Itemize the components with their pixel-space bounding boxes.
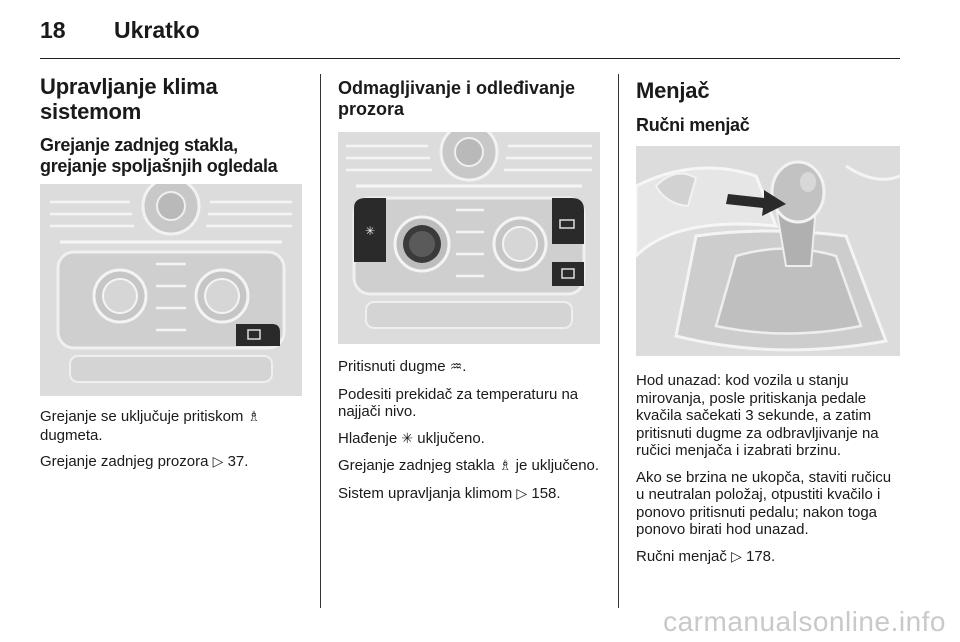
paragraph-text: dugmeta. [40, 426, 103, 444]
page-reference: 158. [531, 484, 561, 502]
page-reference-icon: ▷ [516, 485, 528, 502]
windscreen-defrost-icon: ♒ [449, 359, 463, 375]
paragraph [636, 548, 902, 567]
paragraph [338, 358, 600, 377]
paragraph [338, 485, 600, 504]
column-divider [320, 74, 321, 608]
rear-window-heating-icon: ♗ [247, 409, 261, 425]
paragraph-text: Grejanje zadnjeg stakla [338, 457, 495, 474]
column-divider [618, 74, 619, 608]
paragraph-text: Grejanje se uključuje pritiskom [40, 408, 244, 425]
paragraph [40, 408, 302, 444]
paragraph-text: je uključeno. [515, 457, 600, 474]
page-reference-icon: ▷ [731, 548, 742, 565]
gear-shift-illustration [636, 146, 900, 356]
page-reference-icon: ▷ [212, 454, 224, 470]
column-defog [338, 74, 600, 512]
paragraph [40, 453, 302, 472]
page-reference: 37. [227, 453, 249, 470]
paragraph-text: uključeno. [417, 429, 485, 447]
paragraph-text: Sistem upravljanja klimom [338, 484, 513, 502]
page-header [40, 0, 900, 59]
paragraph [338, 457, 600, 476]
paragraph: Hod unazad: kod vozila u stanju mirovanja, posle pritiskanja pedale kvačila sačekati 3 sekunde, a zatim pritisnuti dugme za odbravljivanje na ručici menjača i izabrati brzinu. [636, 372, 879, 459]
page-number: 18 [40, 17, 66, 43]
rear-window-heating-icon: ♗ [498, 458, 512, 474]
paragraph-text: Hlađenje [338, 429, 398, 447]
paragraph-text: Ručni menjač [636, 547, 727, 565]
subsection-title: Ručni menjač [636, 115, 750, 135]
defog-panel-illustration [338, 132, 600, 344]
watermark: carmanualsonline.info [663, 606, 946, 637]
paragraph [338, 430, 600, 449]
cooling-snowflake-icon: ✳ [401, 430, 414, 447]
page-reference: 178. [746, 547, 776, 565]
column-transmission [636, 74, 902, 575]
paragraph-text: Grejanje zadnjeg prozora [40, 453, 209, 470]
paragraph: Podesiti prekidač za temperaturu na najjači nivo. [338, 385, 579, 420]
subsection-title: Grejanje zadnjeg stakla, grejanje spoljašnjih ogledala [40, 135, 278, 176]
climate-panel-illustration [40, 184, 302, 396]
svg-text:✳: ✳ [365, 224, 376, 238]
paragraph-text: Pritisnuti dugme [338, 358, 446, 375]
page-title: Ukratko [114, 17, 200, 43]
column-climate-control [40, 74, 302, 481]
section-title: Menjač [636, 78, 710, 103]
paragraph-text: . [462, 358, 467, 375]
section-title: Upravljanje klima sistemom [40, 74, 218, 124]
section-title: Odmagljivanje i odleđivanje prozora [338, 78, 576, 119]
paragraph: Ako se brzina ne ukopča, staviti ručicu u neutralan položaj, otpustiti kvačilo i ponovo pritisnuti pedalu; nakon toga ponovo birati hod unazad. [636, 468, 892, 538]
